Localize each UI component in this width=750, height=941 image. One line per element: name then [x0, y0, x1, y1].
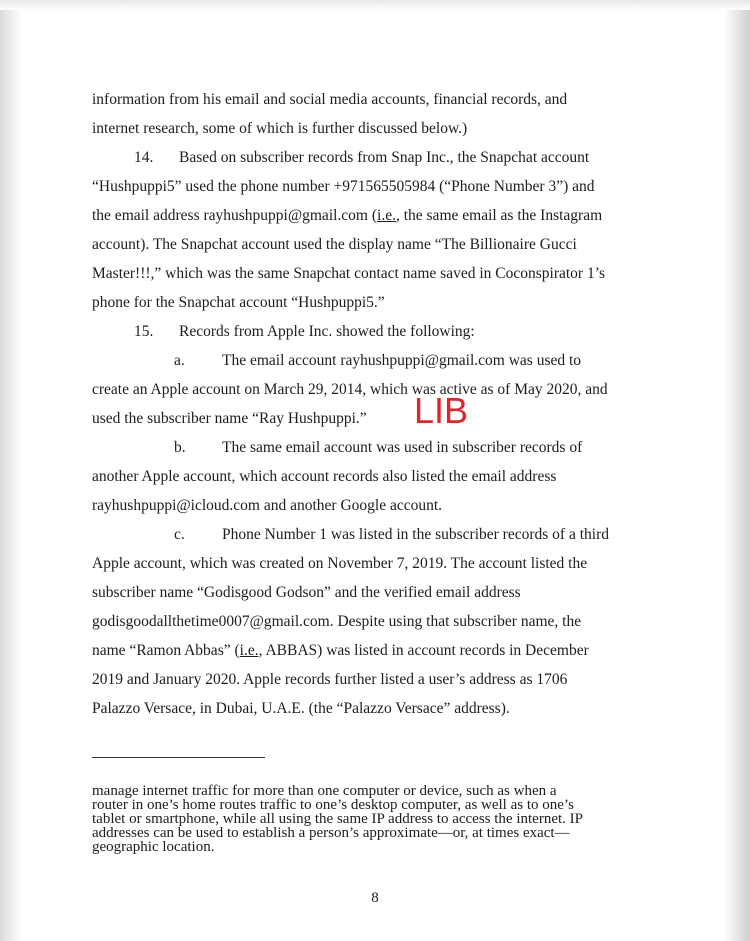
text-line: information from his email and social media accounts, financial records, and: [92, 91, 568, 108]
footnote-line: router in one’s home routes traffic to one’s desktop computer, as well as to one’s: [92, 797, 574, 813]
page-edge-shadow-left: [0, 0, 22, 941]
text-line: rayhushpuppi@icloud.com and another Google account.: [92, 497, 443, 514]
footnote-separator: [92, 757, 265, 758]
paragraph-14-first-line: 14. Based on subscriber records from Snap Inc., the Snapchat account: [92, 143, 672, 172]
body-text: [92, 85, 672, 723]
item-a-first-line: a. The email account rayhushpuppi@gmail.com was used to: [92, 346, 672, 375]
text-line: another Apple account, which account records also listed the email address: [92, 468, 557, 485]
footnote-line: manage internet traffic for more than one computer or device, such as when a: [92, 783, 557, 799]
paragraph-number: 14.: [134, 149, 154, 166]
paragraph-15-first-line: 15. Records from Apple Inc. showed the following:: [92, 317, 672, 346]
footnote: [92, 784, 662, 854]
text-line: subscriber name “Godisgood Godson” and the verified email address: [92, 584, 521, 601]
footnote-line: geographic location.: [92, 839, 215, 855]
text-line: Palazzo Versace, in Dubai, U.A.E. (the “Palazzo Versace” address).: [92, 700, 510, 717]
footnote-line: tablet or smartphone, while all using the same IP address to access the internet. IP: [92, 811, 583, 827]
lib-annotation-stamp: LIB: [414, 390, 469, 431]
ie-abbreviation: i.e.: [377, 207, 396, 224]
text-line: Apple account, which was created on November 7, 2019. The account listed the: [92, 555, 588, 572]
item-b-first-line: b. The same email account was used in subscriber records of: [92, 433, 672, 462]
page-edge-shadow-right: [724, 0, 750, 941]
text-line: used the subscriber name “Ray Hushpuppi.”: [92, 410, 367, 427]
text-line: godisgoodallthetime0007@gmail.com. Despite using that subscriber name, the: [92, 613, 582, 630]
text-line: account). The Snapchat account used the display name “The Billionaire Gucci: [92, 236, 577, 253]
text-line: internet research, some of which is further discussed below.): [92, 120, 468, 137]
text-line: Master!!!,” which was the same Snapchat contact name saved in Coconspirator 1’s: [92, 265, 606, 282]
text-line: phone for the Snapchat account “Hushpuppi5.”: [92, 294, 385, 311]
footnote-line: addresses can be used to establish a person’s approximate—or, at times exact—: [92, 825, 570, 841]
paragraph-number: 15.: [134, 323, 154, 340]
item-letter: a.: [174, 352, 185, 369]
text-line: “Hushpuppi5” used the phone number +971565505984 (“Phone Number 3”) and: [92, 178, 595, 195]
page-edge-shadow-top: [0, 0, 750, 10]
ie-abbreviation: i.e.: [239, 642, 259, 659]
item-letter: c.: [174, 526, 185, 543]
item-c-first-line: c. Phone Number 1 was listed in the subscriber records of a third: [92, 520, 672, 549]
text-line: name “Ramon Abbas” (i.e., ABBAS) was listed in account records in December: [92, 642, 589, 659]
text-line: 2019 and January 2020. Apple records further listed a user’s address as 1706: [92, 671, 568, 688]
text-line: create an Apple account on March 29, 2014, which was active as of May 2020, and: [92, 381, 608, 398]
text-line: the email address rayhushpuppi@gmail.com (i.e., the same email as the Instagram: [92, 207, 603, 224]
page-number: 8: [371, 890, 379, 906]
item-letter: b.: [174, 439, 186, 456]
